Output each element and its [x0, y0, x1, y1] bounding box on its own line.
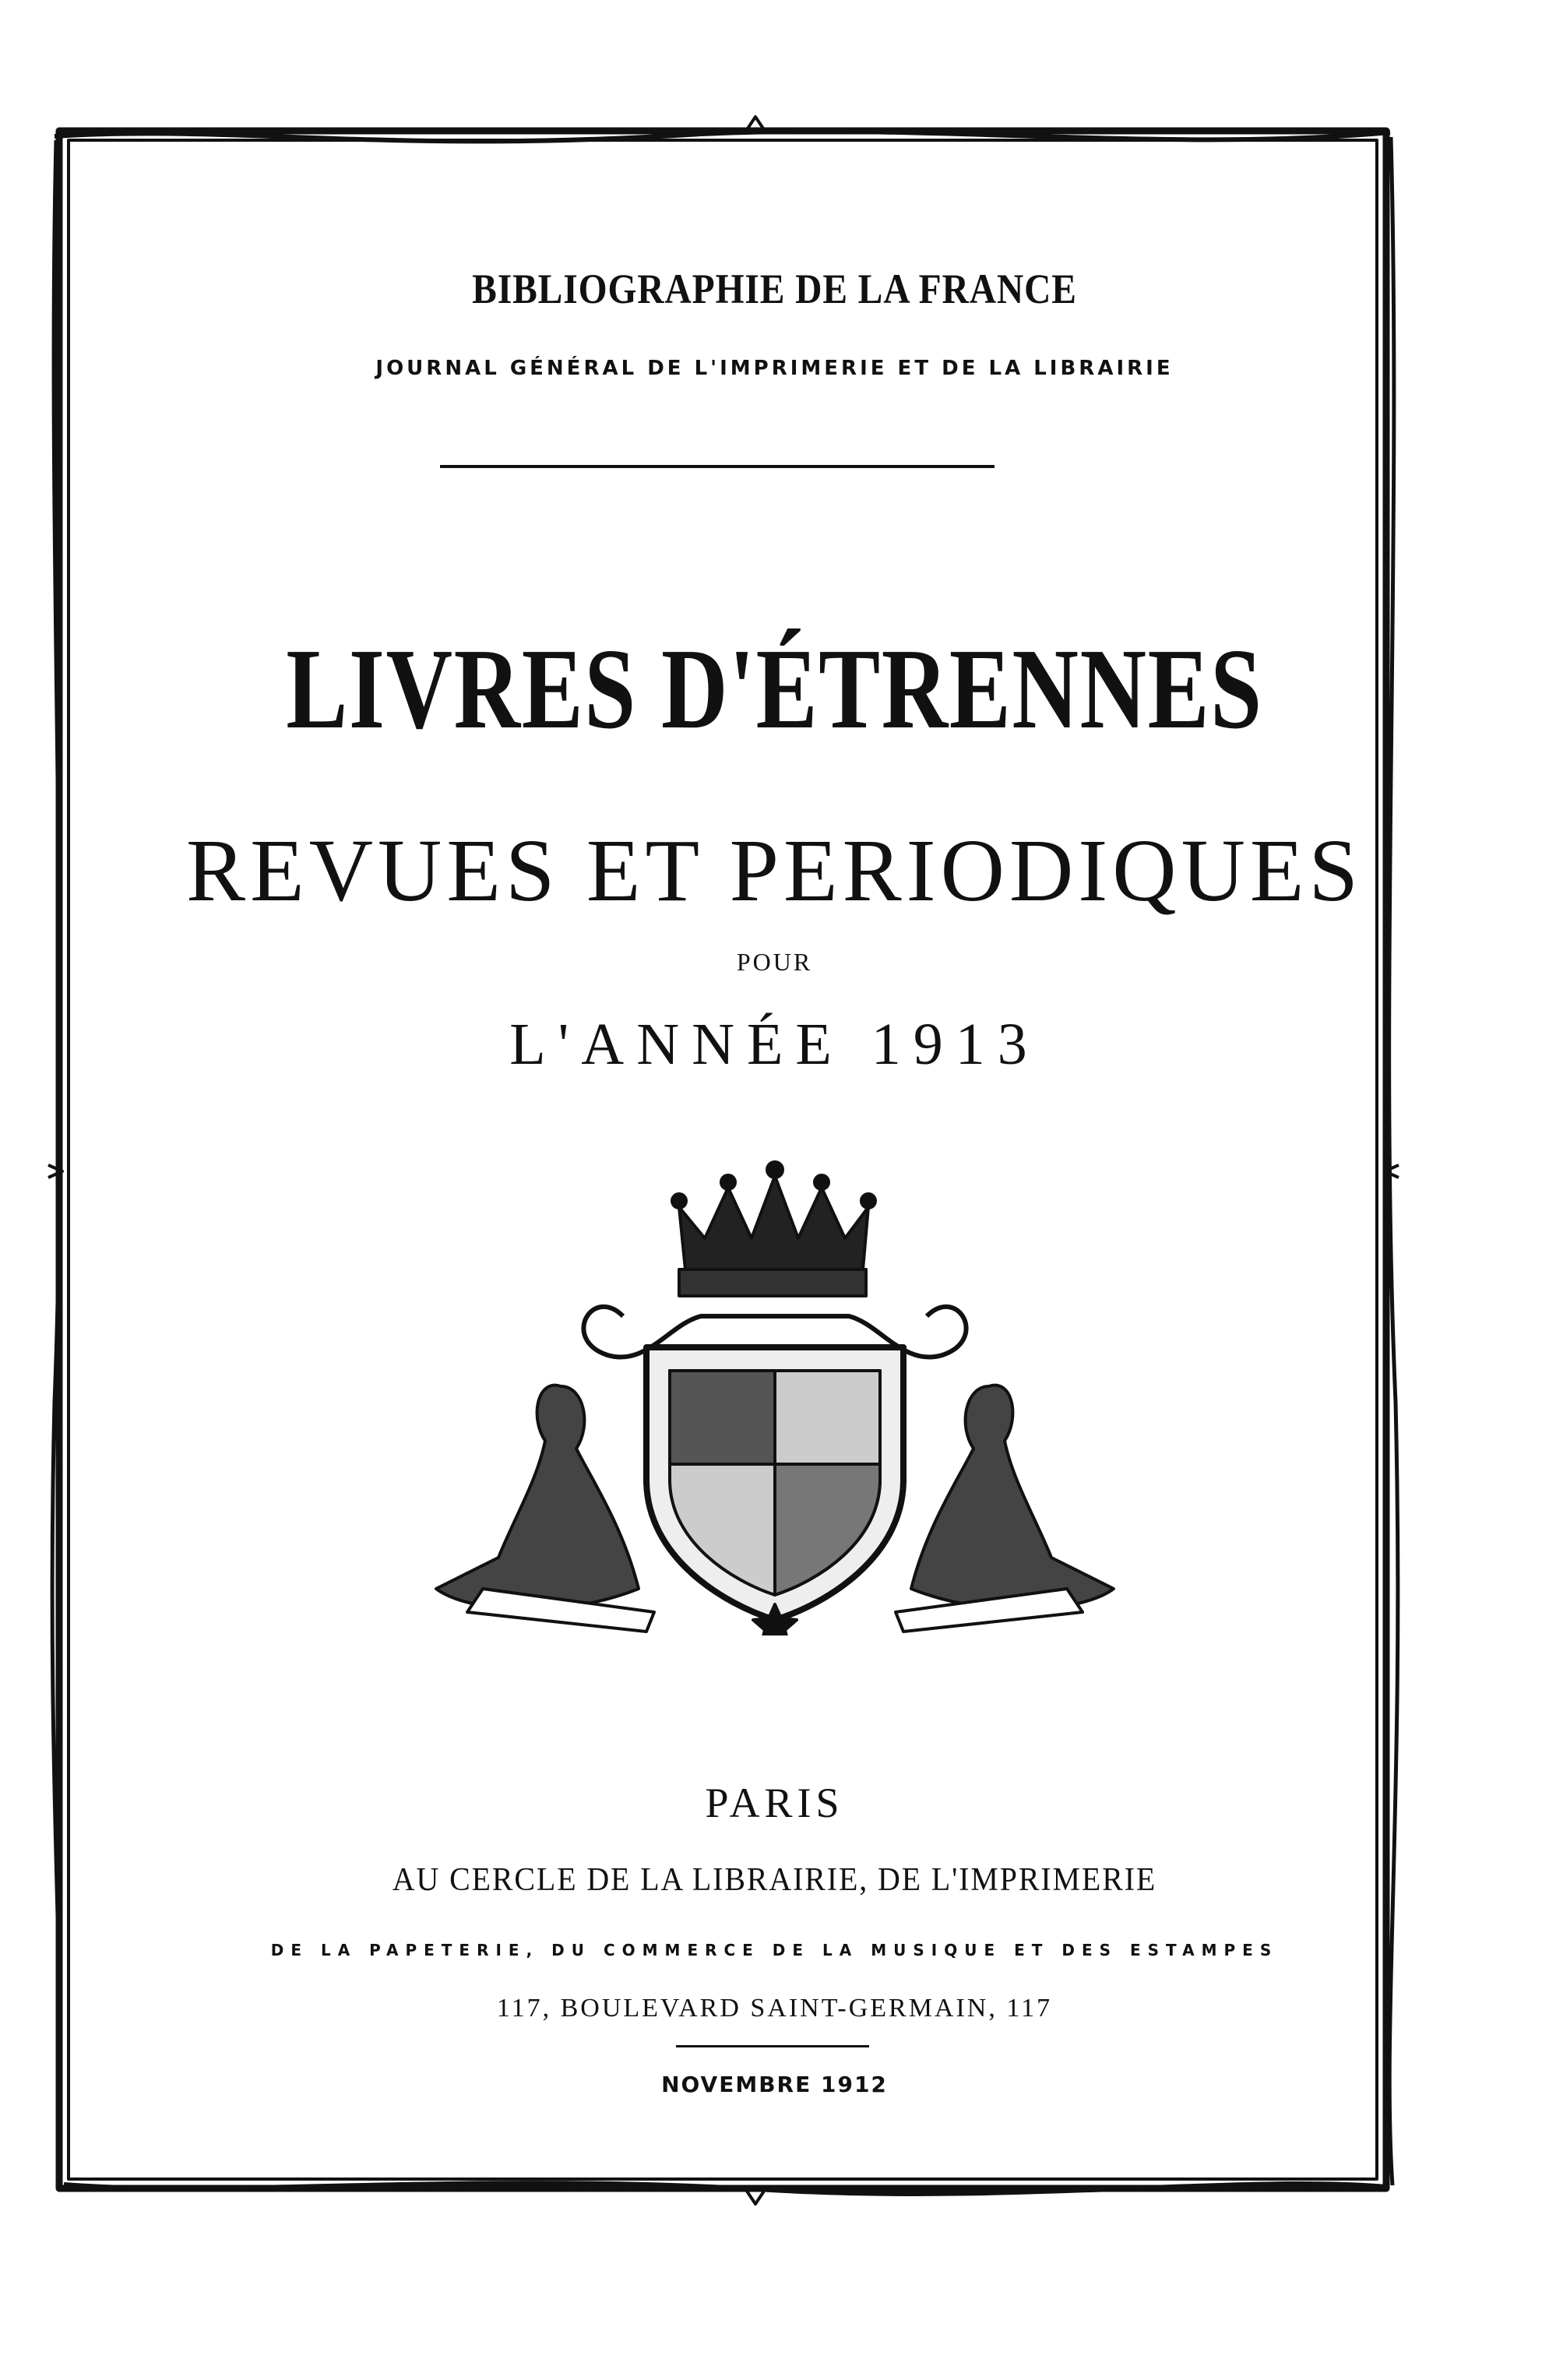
- coat-of-arms-icon: [0, 1153, 1549, 1635]
- divider-rule: [440, 465, 995, 468]
- year-line: L'ANNÉE 1913: [509, 1012, 1040, 1077]
- subtitle: REVUES ET PERIODIQUES: [186, 821, 1363, 920]
- imprint-publisher: AU CERCLE DE LA LIBRAIRIE, DE L'IMPRIMERIE: [392, 1862, 1157, 1898]
- imprint-rule: [676, 2045, 869, 2047]
- main-title: LIVRES D'ÉTRENNES: [286, 625, 1263, 753]
- pour-label: POUR: [736, 948, 813, 976]
- imprint-address: 117, BOULEVARD SAINT-GERMAIN, 117: [496, 1994, 1053, 2023]
- journal-subtitle: JOURNAL GÉNÉRAL DE L'IMPRIMERIE ET DE LA LIBRAIRIE: [375, 357, 1174, 380]
- imprint-city: PARIS: [705, 1780, 844, 1826]
- imprint-publisher-cont: DE LA PAPETERIE, DU COMMERCE DE LA MUSIQUE ET DES ESTAMPES: [270, 1941, 1279, 1959]
- imprint-date: NOVEMBRE 1912: [661, 2072, 888, 2097]
- journal-title: BIBLIOGRAPHIE DE LA FRANCE: [472, 266, 1077, 312]
